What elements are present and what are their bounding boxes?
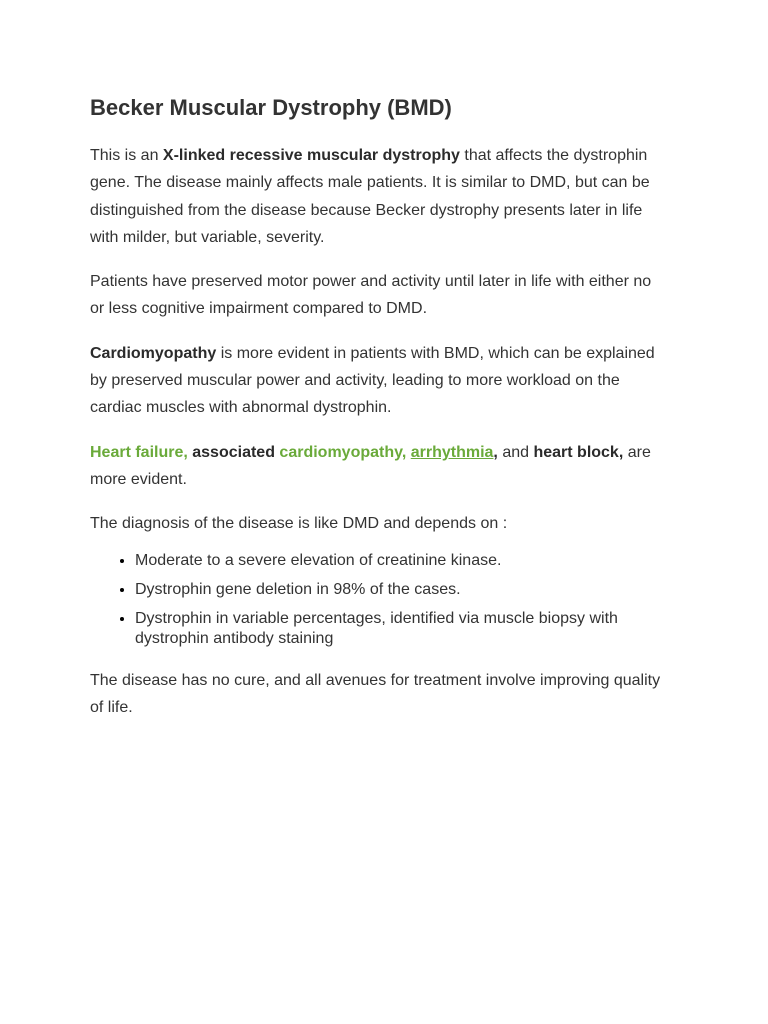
article-title: Becker Muscular Dystrophy (BMD): [90, 95, 452, 120]
paragraph-complications: [90, 439, 668, 494]
associated-word: associated: [187, 443, 280, 461]
intro-text-post: that affects the dystrophin gene. The disease mainly affects male patients. It is similar to DMD, but can be distinguished from the disease because Becker dystrophy presents later in life with milder, but variable, severity.: [90, 147, 650, 246]
diagnosis-list: [90, 551, 668, 649]
intro-text-pre: This is an: [90, 147, 163, 164]
comma-separator: ,: [401, 443, 411, 461]
heart-block-term: heart block,: [533, 443, 624, 461]
complications-text: are more evident.: [90, 443, 651, 488]
cardiomyopathy-bold-term: Cardiomyopathy: [90, 344, 217, 362]
paragraph-diagnosis: The diagnosis of the disease is like DMD and depends on :: [90, 515, 508, 533]
and-word: and: [497, 443, 534, 461]
arrhythmia-link[interactable]: arrhythmia: [410, 443, 494, 461]
cardiomyopathy-term: cardiomyopathy: [279, 443, 402, 461]
paragraph-cardiomyopathy: [90, 340, 668, 422]
heart-failure-term: Heart failure,: [90, 443, 188, 461]
paragraph-motor-power: Patients have preserved motor power and activity until later in life with either no or less cognitive impairment compared to DMD.: [90, 273, 652, 318]
list-item: • Dystrophin gene deletion in 98% of the cases.: [135, 580, 668, 600]
paragraph-intro: [90, 142, 668, 251]
list-item: • Moderate to a severe elevation of creatinine kinase.: [135, 551, 668, 571]
cardiomyopathy-text: is more evident in patients with BMD, which can be explained by preserved muscular power and activity, leading to more workload on the cardiac muscles with abnormal dystrophin.: [90, 344, 655, 417]
comma-separator-bold: ,: [493, 443, 498, 461]
paragraph-treatment: The disease has no cure, and all avenues for treatment involve improving quality of life.: [90, 671, 661, 716]
intro-bold-term: X-linked recessive muscular dystrophy: [162, 147, 460, 164]
list-item: • Dystrophin in variable percentages, identified via muscle biopsy with dystrophin antibody staining: [135, 609, 668, 649]
